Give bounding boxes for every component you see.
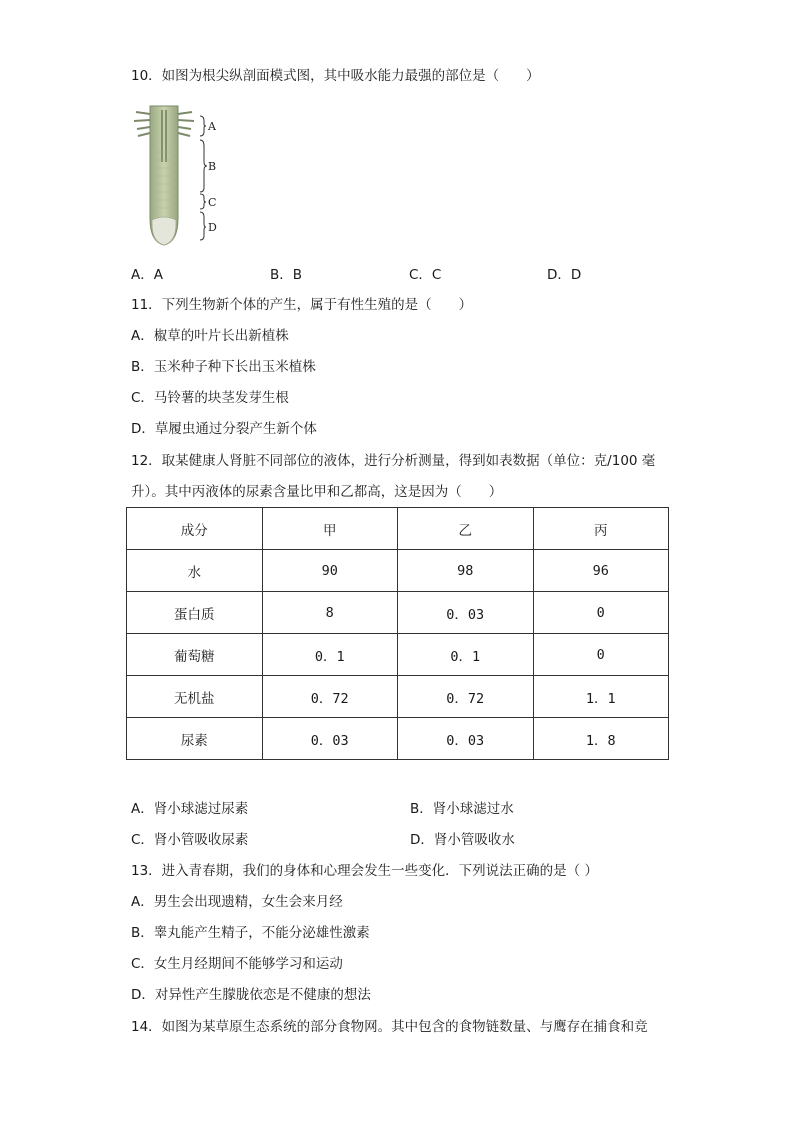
question-14-stem: 14．如图为某草原生态系统的部分食物网。其中包含的食物链数量、与鹰存在捕食和竞 (131, 1019, 648, 1035)
q11-option-a[interactable]: A．椒草的叶片长出新植株 (131, 328, 289, 344)
kidney-fluid-table (126, 507, 669, 760)
table-cell: 葡萄糖 (127, 634, 263, 676)
root-tip-diagram (132, 102, 224, 250)
q13-option-b[interactable]: B．睾丸能产生精子，不能分泌雄性激素 (131, 925, 370, 941)
q13-option-d[interactable]: D．对异性产生朦胧依恋是不健康的想法 (131, 987, 371, 1003)
q11-option-b[interactable]: B．玉米种子种下长出玉米植株 (131, 359, 316, 375)
label-d: D (208, 221, 217, 234)
q13-option-a[interactable]: A．男生会出现遗精，女生会来月经 (131, 894, 343, 910)
option-c[interactable]: C．C (409, 267, 442, 283)
table-row (127, 676, 669, 718)
table-cell: 0 (533, 634, 669, 676)
table-cell: 尿素 (127, 718, 263, 760)
table-cell: 0．03 (262, 718, 398, 760)
table-row (127, 592, 669, 634)
label-b: B (208, 160, 217, 173)
table-cell: 0．72 (262, 676, 398, 718)
table-cell: 0．1 (262, 634, 398, 676)
table-row (127, 634, 669, 676)
question-11-stem: 11．下列生物新个体的产生，属于有性生殖的是（ ） (131, 297, 473, 313)
table-cell: 1．1 (533, 676, 669, 718)
q12-option-b[interactable]: B．肾小球滤过水 (410, 801, 514, 817)
table-cell: 无机盐 (127, 676, 263, 718)
table-header-row (127, 508, 669, 550)
table-cell: 0．72 (398, 676, 534, 718)
q12-option-d[interactable]: D．肾小管吸收水 (410, 832, 515, 848)
table-cell: 90 (262, 550, 398, 592)
table-header-cell: 丙 (533, 508, 669, 550)
table-cell: 96 (533, 550, 669, 592)
table-cell: 水 (127, 550, 263, 592)
option-b[interactable]: B．B (270, 267, 303, 283)
question-12-stem-line1: 12．取某健康人肾脏不同部位的液体，进行分析测量，得到如表数据（单位：克/100 毫 (131, 453, 656, 469)
question-13-stem: 13．进入青春期，我们的身体和心理会发生一些变化．下列说法正确的是（ ） (131, 863, 598, 879)
label-c: C (208, 196, 217, 209)
table-cell: 0．03 (398, 592, 534, 634)
question-12-stem-line2: 升）。其中丙液体的尿素含量比甲和乙都高，这是因为（ ） (131, 484, 503, 500)
table-cell: 0 (533, 592, 669, 634)
table-header-cell: 成分 (127, 508, 263, 550)
table-cell: 8 (262, 592, 398, 634)
table-row (127, 550, 669, 592)
table-cell: 0．03 (398, 718, 534, 760)
q12-option-a[interactable]: A．肾小球滤过尿素 (131, 801, 249, 817)
option-d[interactable]: D．D (547, 267, 582, 283)
question-10-options (131, 263, 691, 283)
q13-option-c[interactable]: C．女生月经期间不能够学习和运动 (131, 956, 343, 972)
table-cell: 0．1 (398, 634, 534, 676)
table-cell: 蛋白质 (127, 592, 263, 634)
option-a[interactable]: A．A (131, 267, 163, 283)
table-row (127, 718, 669, 760)
q11-option-d[interactable]: D．草履虫通过分裂产生新个体 (131, 421, 317, 437)
table-header-cell: 甲 (262, 508, 398, 550)
table-cell: 1．8 (533, 718, 669, 760)
label-a: A (208, 120, 216, 133)
q12-option-c[interactable]: C．肾小管吸收尿素 (131, 832, 249, 848)
question-10-stem: 10．如图为根尖纵剖面模式图，其中吸水能力最强的部位是（ ） (131, 68, 540, 84)
q11-option-c[interactable]: C．马铃薯的块茎发芽生根 (131, 390, 289, 406)
table-header-cell: 乙 (398, 508, 534, 550)
table-cell: 98 (398, 550, 534, 592)
